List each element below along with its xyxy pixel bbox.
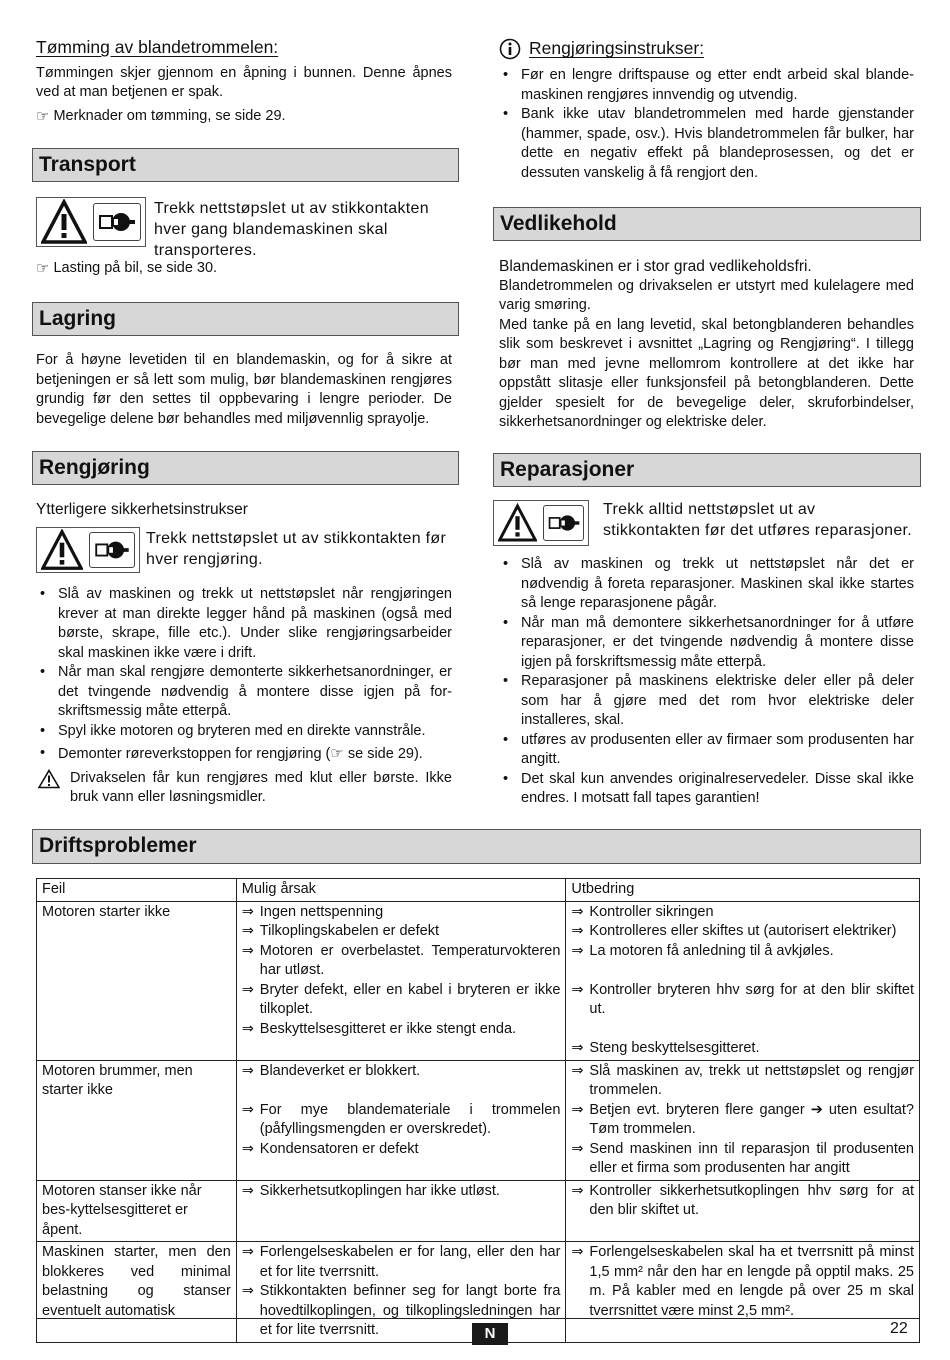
implies-arrow-icon: ⇒: [571, 903, 584, 920]
implies-arrow-icon: ⇒: [241, 1140, 254, 1157]
table-row: [37, 1060, 920, 1180]
fault-cell: Motoren starter ikke: [37, 901, 237, 1060]
cleaning-warning-text: Trekk nettstøpslet ut av stikkontakten før hver rengjøring.: [146, 530, 447, 568]
cause-cell: [236, 1060, 566, 1180]
fault-cell: Motoren brummer, men starter ikke: [37, 1060, 237, 1180]
cleaning-heading: Rengjøring: [32, 451, 459, 485]
cause-item: ⇒ For mye blandemateriale i trommelen (påfyllingsmengden er overskredet).: [242, 1101, 561, 1140]
remedy-item: ⇒ Kontroller sikringen: [571, 903, 914, 923]
remedy-item: ⇒ La motoren få anledning til å avkjøles.: [571, 942, 914, 962]
implies-arrow-icon: ⇒: [571, 1040, 584, 1056]
cause-item: ⇒ Bryter defekt, eller en kabel i bryteren er ikke tilkoplet.: [242, 981, 561, 1020]
remedy-cell: [566, 1242, 920, 1343]
list-item: • Når man skal rengjøre demonterte sikkerhetsanordninger, er det tvingende nødvendig å montere disse igjen på for-skriftsmessig måte etterpå.: [36, 663, 452, 722]
implies-arrow-icon: ⇒: [241, 923, 254, 939]
maintenance-heading: Vedlikehold: [493, 207, 921, 241]
transport-ref: ☞ Lasting på bil, se side 30.: [36, 260, 218, 277]
repairs-warning-text: Trekk alltid nettstøpslet ut av stikkontakten før det utføres reparasjoner.: [603, 501, 913, 539]
list-item: • Det skal kun anvendes originalreservedeler. Disse skal ikke endres. I motsatt fall tapes garantien!: [499, 770, 914, 809]
troubleshooting-table: [36, 878, 920, 1343]
list-item: • Reparasjoner på maskinens elektriske deler eller på deler som har å gjøre med det rom hvor elektriske deler installeres, skal.: [499, 672, 914, 731]
remedy-item: ⇒ Steng beskyttelsesgitteret.: [571, 1039, 914, 1059]
warning-triangle-icon: [41, 199, 87, 245]
info-icon: [499, 38, 521, 60]
implies-arrow-icon: ⇒: [571, 1244, 584, 1260]
implies-arrow-icon: ⇒: [241, 1244, 254, 1260]
footer-divider: [36, 1318, 920, 1319]
cause-item: ⇒ Forlengelseskabelen er for lang, eller den har et for lite tverrsnitt.: [242, 1243, 561, 1282]
remedy-cell: [566, 1180, 920, 1242]
drive-shaft-caution: Drivakselen får kun rengjøres med klut eller børste. Ikke bruk vann eller løsningsmidler.: [36, 769, 452, 808]
implies-arrow-icon: ⇒: [571, 981, 584, 998]
warning-triangle-icon: [41, 529, 83, 571]
remedy-cell: [566, 1060, 920, 1180]
implies-arrow-icon: ⇒: [241, 981, 254, 998]
cause-item: ⇒ Motoren er overbelastet. Temperaturvokteren har utløst.: [242, 942, 561, 981]
maintenance-p1: Blandetrommelen og drivakselen er utstyrt med kulelagere med varig smøring.: [499, 277, 914, 313]
page-number: 22: [890, 1320, 908, 1337]
emptying-section: [36, 38, 452, 126]
cause-cell: [236, 901, 566, 1060]
emptying-ref: ☞ Merknader om tømming, se side 29.: [36, 107, 286, 125]
repairs-heading: Reparasjoner: [493, 453, 921, 487]
fault-cell: Maskinen starter, men den blokkeres ved minimal belastning og stanser eventuelt automatisk: [37, 1242, 237, 1343]
list-item: • utføres av produsenten eller av firmaer som produsenten har angitt.: [499, 731, 914, 770]
table-header-row: [37, 879, 920, 902]
storage-heading: Lagring: [32, 302, 459, 336]
cleaning-instructions-header: [499, 38, 914, 60]
remedy-item: ⇒ Kontrolleres eller skiftes ut (autorisert elektriker): [571, 922, 914, 942]
remedy-cell: [566, 901, 920, 1060]
cleaning-warning-icons: [36, 527, 140, 573]
implies-arrow-icon: ⇒: [571, 923, 584, 939]
maintenance-p2: Med tanke på en lang levetid, skal betongblanderen behandles slik som beskrevet i avsnittet „Lagring og Rengjøring“. I tillegg bør man med jevne mellomrom kontrollere at det ikke har oppstått slitasje eller funksjonsfeil på betongblanderen. Dette gjelder spesielt for de bevegelige deler, skruforbindelser, sikkerhetsanordninger og elektriske deler.: [499, 316, 914, 430]
implies-arrow-icon: ⇒: [241, 1283, 254, 1299]
pointing-hand-icon: ☞: [330, 745, 344, 762]
implies-arrow-icon: ⇒: [241, 1182, 254, 1199]
implies-arrow-icon: ⇒: [571, 1140, 584, 1157]
list-item: • Bank ikke utav blandetrommelen med harde gjenstander (hammer, spade, osv.). Hvis blandetrommelen får bulker, har dette en negativ effekt på blandeprosessen, og det er dessuten vanskelig å få rengjort den.: [499, 105, 914, 183]
remedy-item: ⇒ Slå maskinen av, trekk ut nettstøpslet og rengjør trommelen.: [571, 1062, 914, 1101]
transport-heading: Transport: [32, 148, 459, 182]
transport-warning-text: Trekk nettstøpslet ut av stikkontakten hver gang blandemaskinen skal transporteres.: [154, 200, 429, 259]
list-item: • Slå av maskinen og trekk ut nettstøpslet når det er nødvendig å foreta reparasjoner. Maskinen skal ikke startes så lenge reparasjonene pågår.: [499, 555, 914, 614]
cause-item: ⇒ Stikkontakten befinner seg for langt borte fra hovedtilkoplingen, og tilkoplingsledningen har et for lite tverrsnitt.: [242, 1282, 561, 1341]
list-item: • Demonter røreverkstoppen for rengjøring (☞ se side 29).: [36, 744, 452, 765]
cause-cell: [236, 1242, 566, 1343]
column-header-cause: Mulig årsak: [236, 879, 566, 902]
list-item: • Spyl ikke motoren og bryteren med en direkte vannstråle.: [36, 722, 452, 742]
cause-item: ⇒ Ingen nettspenning: [242, 903, 561, 923]
implies-arrow-icon: ⇒: [571, 1062, 584, 1079]
remedy-item: ⇒ Send maskinen inn til reparasjon til produsenten eller et firma som produsenten har angitt: [571, 1140, 914, 1179]
warning-triangle-icon: [38, 769, 60, 789]
repairs-bullets: [499, 555, 914, 809]
cause-item: ⇒ Tilkoplingskabelen er defekt: [242, 922, 561, 942]
cause-item: ⇒ Sikkerhetsutkoplingen har ikke utløst.: [242, 1182, 561, 1202]
repairs-warning-icons: [493, 500, 589, 546]
cause-item: ⇒ Beskyttelsesgitteret er ikke stengt enda.: [242, 1020, 561, 1040]
cleaning-bullets: [36, 585, 452, 808]
implies-arrow-icon: ⇒: [571, 942, 584, 959]
column-header-fault: Feil: [37, 879, 237, 902]
remedy-item: ⇒ Kontroller bryteren hhv sørg for at den blir skiftet ut.: [571, 981, 914, 1020]
cause-cell: [236, 1180, 566, 1242]
pointing-hand-icon: ☞: [36, 107, 50, 125]
cleaning-instructions-section: [499, 38, 914, 183]
cause-item: ⇒ Kondensatoren er defekt: [242, 1140, 561, 1160]
emptying-text: Tømmingen skjer gjennom en åpning i bunnen. Denne åpnes ved at man betjenen er spak.: [36, 64, 452, 100]
implies-arrow-icon: ⇒: [571, 1101, 584, 1118]
warning-triangle-icon: [498, 503, 537, 543]
transport-warning-icons: [36, 197, 146, 247]
list-item: • Slå av maskinen og trekk ut nettstøpslet når rengjøringen krever at man direkte legger hånd på maskinen (også med børste, skrape, fille etc.). Under slike rengjøringsarbeider skal maskinen ikke være i drift.: [36, 585, 452, 663]
column-header-remedy: Utbedring: [566, 879, 920, 902]
implies-arrow-icon: ⇒: [241, 1101, 254, 1118]
implies-arrow-icon: ⇒: [241, 1020, 254, 1037]
troubleshooting-heading: Driftsproblemer: [32, 829, 921, 864]
cleaning-instructions-title: Rengjøringsinstrukser:: [529, 38, 705, 59]
maintenance-section: [499, 257, 914, 433]
unplug-icon: [93, 203, 141, 241]
cleaning-subtitle: Ytterligere sikkerhetsinstrukser: [36, 501, 248, 518]
remedy-item: ⇒ Kontroller sikkerhetsutkoplingen hhv sørg for at den blir skiftet ut.: [571, 1182, 914, 1221]
implies-arrow-icon: ⇒: [571, 1182, 584, 1199]
remedy-item: ⇒ Betjen evt. bryteren flere ganger ➔ uten esultat? Tøm trommelen.: [571, 1101, 914, 1140]
pointing-hand-icon: ☞: [36, 260, 50, 277]
emptying-title: Tømming av blandetrommelen:: [36, 37, 279, 57]
implies-arrow-icon: ⇒: [241, 942, 254, 959]
unplug-icon: [89, 532, 135, 568]
unplug-icon: [543, 505, 584, 541]
storage-text: For å høyne levetiden til en blandemaskin, og for å sikre at betjeningen er så lett som mulig, bør blandemaskinen rengjøres grundig før den settes til oppbevaring i lengre perioder. De bevegelige delene bør behandles med miljøvennlig sprayolje.: [36, 352, 452, 427]
fault-cell: Motoren stanser ikke når bes-kyttelsesgitteret er åpent.: [37, 1180, 237, 1242]
implies-arrow-icon: ⇒: [241, 903, 254, 920]
list-item: • Når man må demontere sikkerhetsanordninger for å utføre reparasjoner, er det tvingende nødvendig å montere disse igjen på forskriftsmessig måte etterpå.: [499, 614, 914, 673]
list-item: • Før en lengre driftspause og etter endt arbeid skal blande-maskinen rengjøres innvendig og utvendig.: [499, 66, 914, 105]
remedy-item: ⇒ Forlengelseskabelen skal ha et tverrsnitt på minst 1,5 mm² når den har en lengde på opptil maks. 25 m. På kabler med en lengde på over 25 m skal tverrsnittet være minst 2,5 mm².: [571, 1243, 914, 1321]
cause-item: ⇒ Blandeverket er blokkert.: [242, 1062, 561, 1082]
table-row: [37, 901, 920, 1060]
maintenance-lead: Blandemaskinen er i stor grad vedlikeholdsfri.: [499, 258, 812, 275]
table-row: [37, 1180, 920, 1242]
implies-arrow-icon: ⇒: [241, 1062, 254, 1079]
language-badge: N: [472, 1323, 508, 1345]
